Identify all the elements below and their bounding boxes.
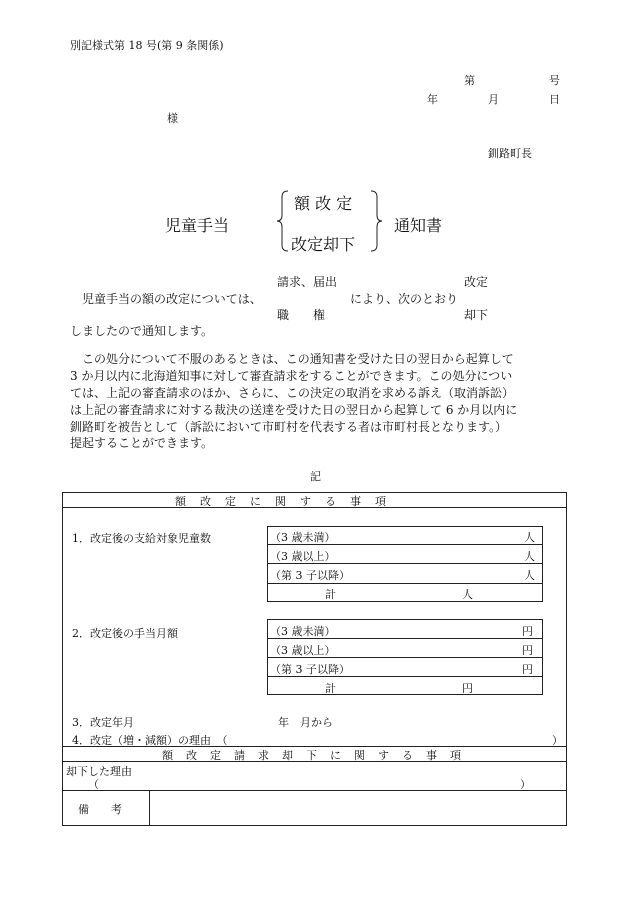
intro-end: しましたので通知します。 xyxy=(70,324,214,338)
item3-value: 年 月から xyxy=(278,716,333,729)
item2-label: 2．改定後の手当月額 xyxy=(72,627,178,640)
right-brace-icon xyxy=(369,190,383,252)
notice-line-2: 3 か月以内に北海道知事に対して審査請求をすることができます。この処分につい xyxy=(70,369,513,383)
notice-line-4: は上記の審査請求に対する裁決の送達を受けた日の翌日から起算して 6 か月以内に xyxy=(70,403,518,417)
title-left: 児童手当 xyxy=(165,216,230,235)
section2-reason-open: （ xyxy=(88,778,99,791)
form-reference: 別記様式第 18 号(第 9 条関係) xyxy=(70,39,224,52)
title-option-bottom: 改定却下 xyxy=(291,235,356,254)
item2-total-unit: 円 xyxy=(462,682,473,695)
title-right: 通知書 xyxy=(394,216,443,235)
left-brace-icon xyxy=(276,190,290,252)
item2-row3-label: （第 3 子以降） xyxy=(270,663,350,676)
item1-total-label: 計 xyxy=(325,588,336,601)
intro-main-left: 児童手当の額の改定については、 xyxy=(82,292,262,306)
divider xyxy=(149,790,150,826)
divider xyxy=(62,790,567,791)
number-gou: 号 xyxy=(549,74,560,87)
title-option-top: 額 改 定 xyxy=(294,194,353,213)
item2-row2-unit: 円 xyxy=(522,644,533,657)
date-year: 年 xyxy=(427,93,438,106)
divider xyxy=(62,761,567,762)
item2-row3-unit: 円 xyxy=(522,663,533,676)
intro-main-mid: により、次のとおり xyxy=(350,292,459,306)
item1-row2-unit: 人 xyxy=(524,550,535,563)
item1-total-unit: 人 xyxy=(462,588,473,601)
item1-row2-label: （3 歳以上） xyxy=(270,550,336,563)
notice-line-3: ては、上記の審査請求のほか、さらに、この決定の取消を求める訴え（取消訴訟） xyxy=(70,386,515,400)
date-day: 日 xyxy=(549,93,560,106)
divider xyxy=(267,583,543,584)
intro-upper-left: 請求、届出 xyxy=(277,275,338,289)
date-month: 月 xyxy=(488,93,499,106)
item4-label: 4．改定（増・減額）の理由 （ xyxy=(72,734,228,747)
intro-upper-right: 改定 xyxy=(464,275,489,289)
intro-lower-right: 却下 xyxy=(464,308,489,322)
section2-heading: 額改定請求却下に関する事項 xyxy=(162,749,474,762)
item1-row1-unit: 人 xyxy=(524,531,535,544)
notice-line-5: 釧路町を被告として（訴訟において市町村を代表する者は市町村長となります。） xyxy=(70,420,508,434)
section2-reason-label: 却下した理由 xyxy=(66,765,132,778)
section1-heading: 額改定に関する事項 xyxy=(175,495,400,508)
item1-row1-label: （3 歳未満） xyxy=(270,531,336,544)
notice-line-1: この処分について不服のあるときは、この通知書を受けた日の翌日から起算して xyxy=(82,352,514,366)
item1-row3-label: （第 3 子以降） xyxy=(270,569,350,582)
remarks-field[interactable] xyxy=(152,793,564,823)
addressee-sama: 様 xyxy=(167,112,178,125)
item2-row1-label: （3 歳未満） xyxy=(270,625,336,638)
number-dai: 第 xyxy=(464,74,475,87)
item1-label: 1．改定後の支給対象児童数 xyxy=(72,532,211,545)
item4-close: ） xyxy=(552,734,563,747)
item1-row3-unit: 人 xyxy=(524,569,535,582)
item2-row1-unit: 円 xyxy=(522,625,533,638)
sender-name: 釧路町長 xyxy=(488,147,532,160)
item2-row2-label: （3 歳以上） xyxy=(270,644,336,657)
notice-line-6: 提起することができます。 xyxy=(70,436,214,450)
item3-label: 3．改定年月 xyxy=(72,716,134,729)
section2-reason-close: ） xyxy=(520,778,531,791)
item2-total-label: 計 xyxy=(325,682,336,695)
remarks-label: 備 考 xyxy=(78,803,122,816)
ki-marker: 記 xyxy=(310,470,321,483)
intro-lower-left: 職 権 xyxy=(277,308,326,322)
